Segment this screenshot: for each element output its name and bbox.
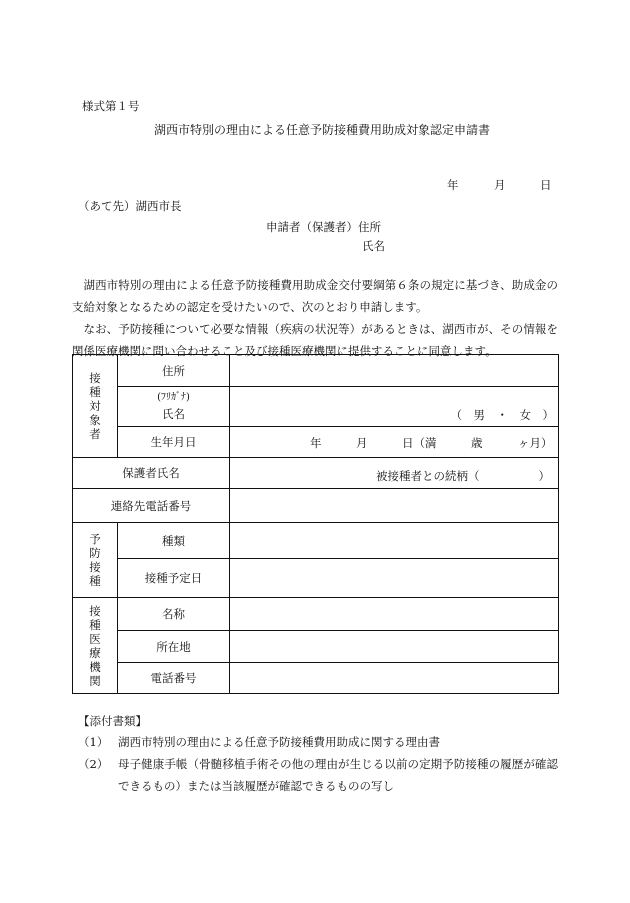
vaccination-group-label: 予防接種 (89, 532, 101, 588)
applicant-address-label: 申請者（保護者）住所 (266, 220, 381, 234)
vaccination-group-cell (73, 523, 118, 598)
institution-group-cell (73, 598, 118, 694)
date-year: 年 (447, 178, 459, 192)
dob-month: 月 (356, 436, 368, 450)
dob-age-months: ヶ月） (518, 436, 553, 450)
guardian-label: 保護者氏名 (73, 458, 230, 489)
form-number: 様式第１号 (82, 99, 140, 113)
vaccine-type-field[interactable] (230, 523, 559, 559)
contact-phone-field[interactable] (230, 489, 559, 523)
institution-name-label: 名称 (118, 598, 230, 631)
institution-location-label: 所在地 (118, 631, 230, 663)
dob-label: 生年月日 (118, 427, 230, 458)
body-paragraph-1: 湖西市特別の理由による任意予防接種費用助成金交付要綱第６条の規定に基づき、助成金の支給対象となるための認定を受けたいので、次のとおり申請します。 (72, 278, 558, 314)
contact-phone-label: 連絡先電話番号 (73, 489, 230, 523)
dob-day-age: 日（満 (402, 436, 437, 450)
recipient-name-label: 氏名 (162, 407, 185, 421)
recipient-group-label: 接種対象者 (89, 371, 101, 441)
date-day: 日 (540, 178, 552, 192)
institution-location-field[interactable] (230, 631, 559, 663)
relationship-close: ） (538, 469, 550, 483)
dob-age-years: 歳 (471, 436, 483, 450)
applicant-name-label: 氏名 (362, 239, 385, 253)
dob-field[interactable] (230, 427, 559, 458)
dob-year: 年 (310, 436, 322, 450)
vaccine-type-label: 種類 (118, 523, 230, 559)
application-table (72, 354, 559, 694)
scheduled-date-label: 接種予定日 (118, 559, 230, 598)
attachment-num-2: （2） (78, 757, 109, 771)
recipient-name-field[interactable] (230, 387, 559, 427)
document-title: 湖西市特別の理由による任意予防接種費用助成対象認定申請書 (154, 123, 491, 137)
body-paragraph-2: なお、予防接種について必要な情報（疾病の状況等）があるときは、湖西市が、その情報を関係医療機関に問い合わせること及び接種医療機関に提供することに同意します。 (72, 322, 558, 358)
institution-phone-field[interactable] (230, 663, 559, 694)
institution-group-label: 接種医療機関 (89, 603, 101, 688)
recipient-name-label-cell (118, 387, 230, 427)
scheduled-date-field[interactable] (230, 559, 559, 598)
institution-phone-label: 電話番号 (118, 663, 230, 694)
relationship-label: 被接種者との続柄（ (376, 469, 480, 483)
attachment-text-2: 母子健康手帳（骨髄移植手術その他の理由が生じる以前の定期予防接種の履歴が確認できるもの）または当該履歴が確認できるものの写し (118, 757, 558, 793)
guardian-field[interactable] (230, 458, 559, 489)
recipient-address-label: 住所 (118, 355, 230, 387)
recipient-group-cell (73, 355, 118, 458)
attachment-num-1: （1） (78, 735, 109, 749)
recipient-address-field[interactable] (230, 355, 559, 387)
institution-name-field[interactable] (230, 598, 559, 631)
gender-choice[interactable]: （ 男 ・ 女 ） (450, 408, 554, 422)
furigana-label: (ﾌﾘｶﾞﾅ) (157, 392, 190, 403)
attachment-text-1: 湖西市特別の理由による任意予防接種費用助成に関する理由書 (118, 735, 440, 749)
attachments-heading: 【添付書類】 (78, 714, 147, 728)
addressee: （あて先）湖西市長 (78, 199, 182, 213)
date-month: 月 (494, 178, 506, 192)
